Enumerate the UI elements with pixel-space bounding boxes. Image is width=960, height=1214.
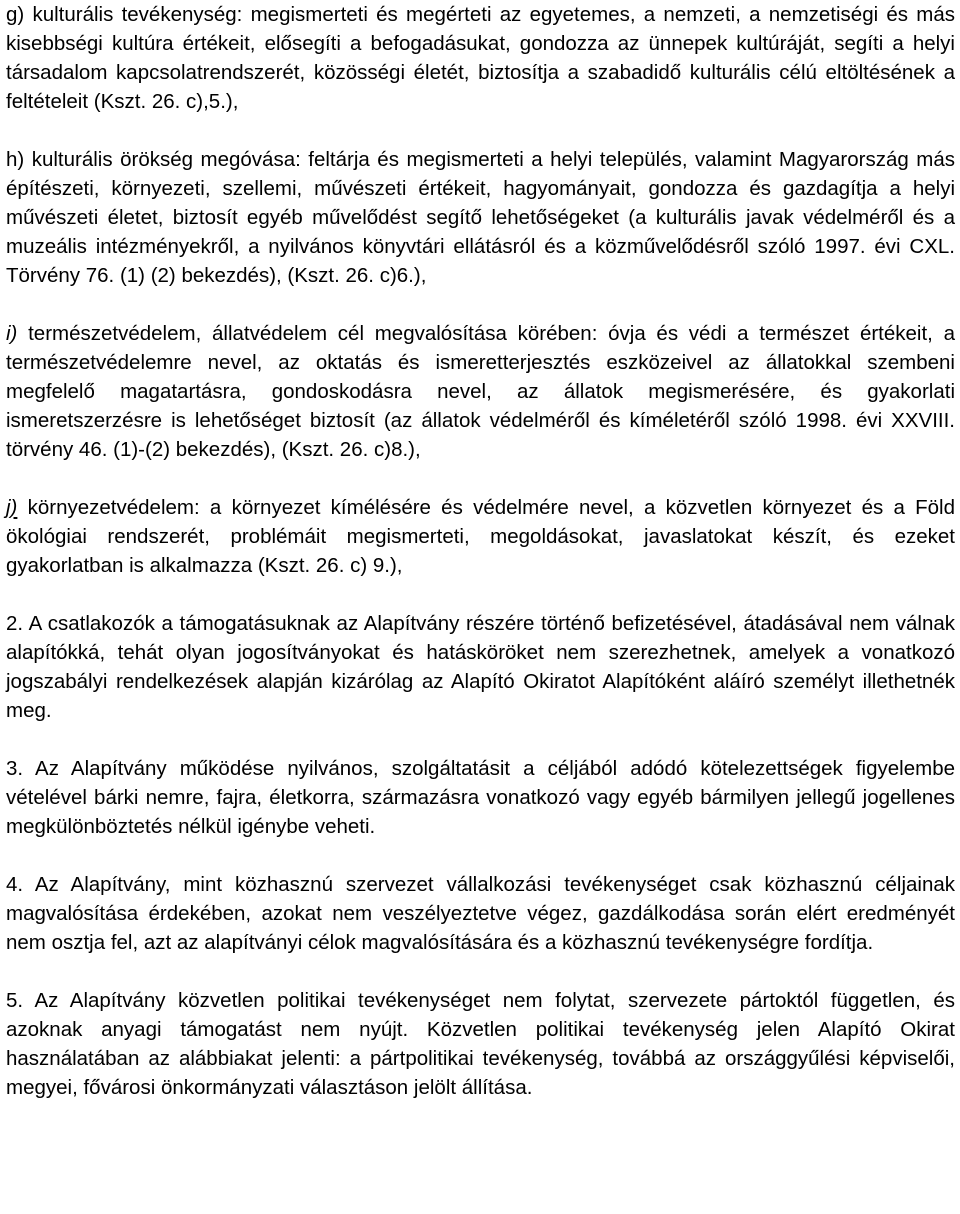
paragraph-h: h) kulturális örökség megóvása: feltárja és megismerteti a helyi település, valamint Magyarország más építészeti, környezeti, szellemi, művészeti értékeit, hagyományait, gondozza és gazdagítja a helyi művészeti életet, biztosít egyéb művelődést segítő lehetőségeket (a kulturális javak védelméről és a muzeális intézményekről, a nyilvános könyvtári ellátásról és a közművelődésről szóló 1997. évi CXL. Törvény 76. (1) (2) bekezdés), (Kszt. 26. c)6.), (6, 148, 955, 287)
paragraph-5: 5. Az Alapítvány közvetlen politikai tevékenységet nem folytat, szervezete pártoktól független, és azoknak anyagi támogatást nem nyújt. Közvetlen politikai tevékenység jelen Alapító Okirat használatában az alábbiakat jelenti: a pártpolitikai tevékenység, továbbá az országgyűlési képviselői, megyei, fővárosi önkormányzati választáson jelölt állítása. (6, 989, 955, 1099)
paragraph-4: 4. Az Alapítvány, mint közhasznú szervezet vállalkozási tevékenységet csak közhasznú céljainak magvalósítása érdekében, azokat nem veszélyeztetve végez, gazdálkodása során elért eredményét nem osztja fel, azt az alapítványi célok magvalósítására és a közhasznú tevékenységre fordítja. (6, 873, 955, 954)
paragraph-3: 3. Az Alapítvány működése nyilvános, szolgáltatásit a céljából adódó kötelezettségek figyelembe vételével bárki nemre, fajra, életkorra, származásra vonatkozó vagy egyéb bármilyen jellegű jogellenes megkülönböztetés nélkül igénybe veheti. (6, 757, 955, 838)
paragraph-g: g) kulturális tevékenység: megismerteti és megérteti az egyetemes, a nemzeti, a nemzetiségi és más kisebbségi kultúra értékeit, elősegíti a befogadásukat, gondozza az ünnepek kultúráját, segíti a helyi társadalom kapcsolatrendszerét, közösségi életét, biztosítja a szabadidő kulturális célú eltöltésének a feltételeit (Kszt. 26. c),5.), (6, 3, 955, 113)
paragraph-j-text: környezetvédelem: a környezet kímélésére és védelmére nevel, a közvetlen környezet és a Föld ökológiai rendszerét, problémáit megismerteti, megoldásokat, javaslatokat készít, és ezeket gyakorlatban is alkalmazza (Kszt. 26. c) 9.), (6, 496, 955, 577)
paragraph-2: 2. A csatlakozók a támogatásuknak az Alapítvány részére történő befizetésével, átadásával nem válnak alapítókká, tehát olyan jogosítványokat és hatásköröket nem szerezhetnek, amelyek a vonatkozó jogszabályi rendelkezések alapján kizárólag az Alapító Okiratot Alapítóként aláíró személyt illethetnék meg. (6, 612, 955, 722)
paragraph-i-lead: i) (6, 322, 18, 345)
paragraph-j (6, 493, 955, 580)
document-page (6, 0, 955, 1102)
paragraph-i (6, 319, 955, 464)
paragraph-j-lead: j) (6, 496, 18, 519)
paragraph-i-text: természetvédelem, állatvédelem cél megvalósítása körében: óvja és védi a természet értékeit, a természetvédelemre nevel, az oktatás és ismeretterjesztés eszközeivel az állatokkal szembeni megfelelő magatartásra, gondoskodásra nevel, az állatok megismerésére, és gyakorlati ismeretszerzésre is lehetőséget biztosít (az állatok védelméről és kíméletéről szóló 1998. évi XXVIII. törvény 46. (1)-(2) bekezdés), (Kszt. 26. c)8.), (6, 322, 955, 461)
